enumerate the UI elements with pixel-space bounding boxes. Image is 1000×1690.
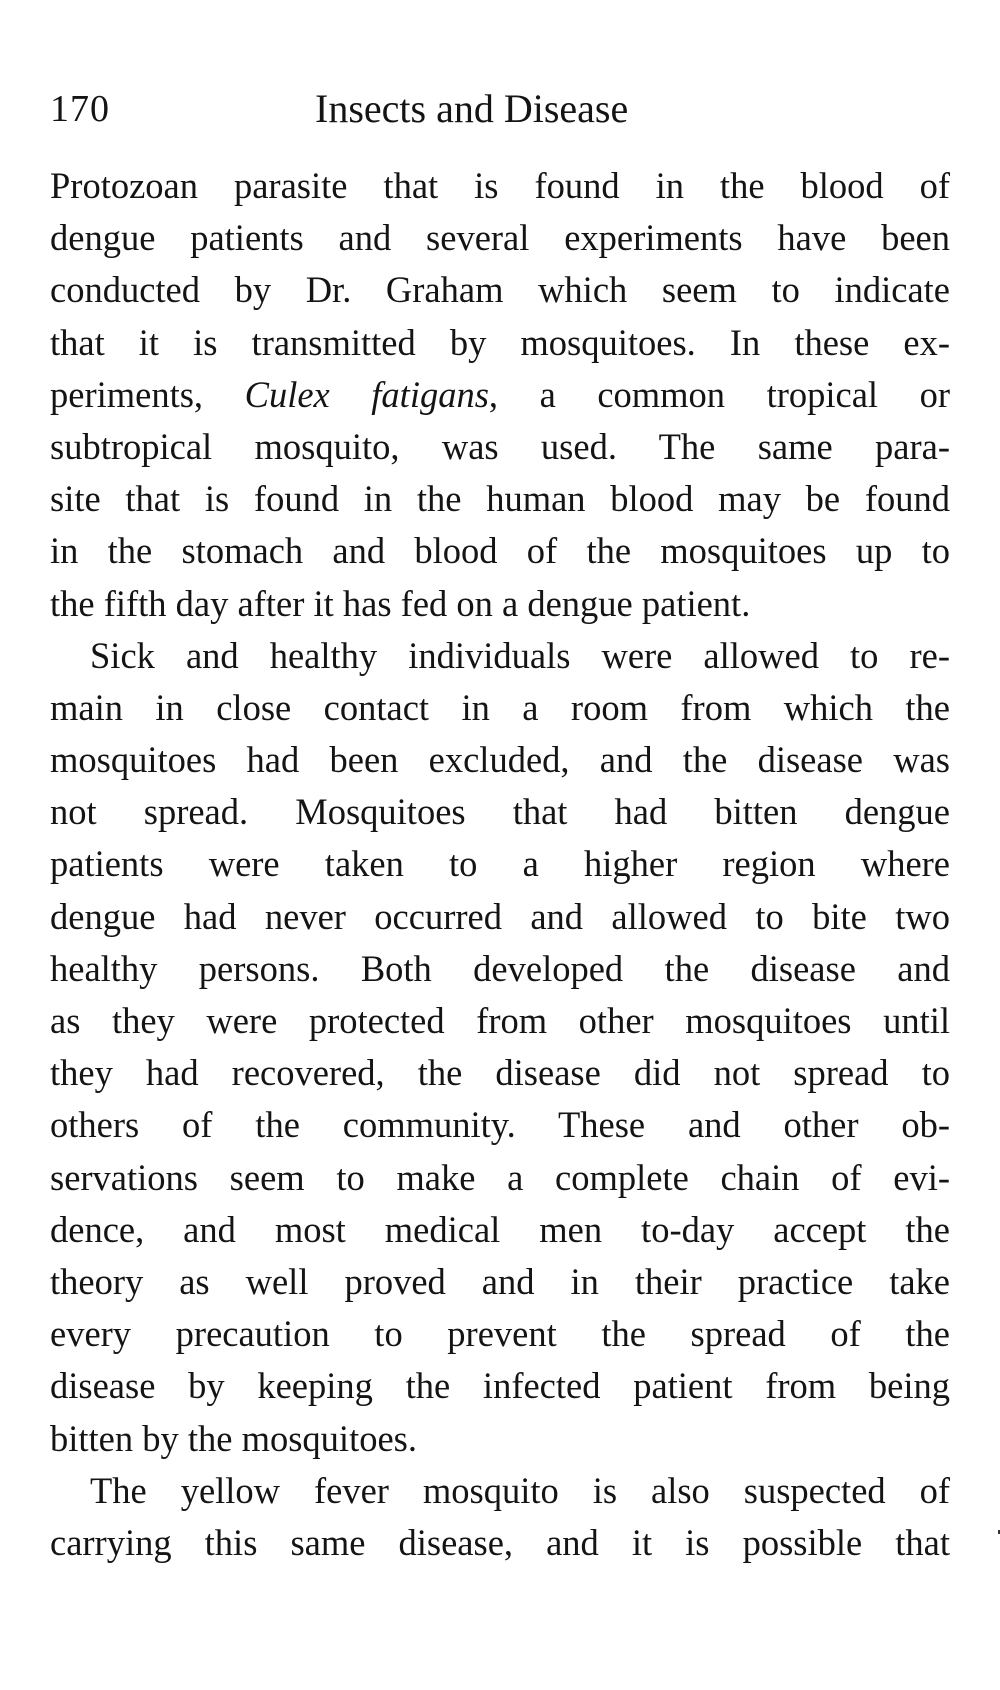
text-line: carrying this same disease, and it is possible that xyxy=(50,1521,950,1563)
species-name: Culex fatigans xyxy=(244,373,489,415)
text-line xyxy=(50,369,950,421)
text-line: in the stomach and blood of the mosquitoes up to xyxy=(50,530,950,572)
text-line: servations seem to make a complete chain of evi- xyxy=(50,1156,950,1198)
text-line: Protozoan parasite that is found in the blood of xyxy=(50,165,950,206)
text-line: mosquitoes had been excluded, and the disease was xyxy=(50,739,950,781)
text-line-start: periments, xyxy=(50,373,245,415)
text-line: dengue had never occurred and allowed to bite two xyxy=(50,895,950,937)
text-line: conducted by Dr. Graham which seem to indicate xyxy=(50,269,950,311)
text-line: dengue patients and several experiments have been xyxy=(50,217,950,259)
text-line: bitten by the mosquitoes. xyxy=(50,1417,417,1459)
text-line: subtropical mosquito, was used. The same para- xyxy=(50,425,950,467)
text-line: patients were taken to a higher region where xyxy=(50,843,950,885)
text-line: The yellow fever mosquito is also suspected of xyxy=(90,1469,950,1511)
text-line: site that is found in the human blood may be found xyxy=(50,478,950,520)
text-line: others of the community. These and other ob- xyxy=(50,1104,950,1146)
text-line: main in close contact in a room from which the xyxy=(50,686,950,728)
text-line-end: , a common tropical or xyxy=(488,373,951,415)
text-line: disease by keeping the infected patient from being xyxy=(50,1365,950,1407)
running-head xyxy=(50,84,950,134)
page-number: 170 xyxy=(50,88,110,130)
text-line: they had recovered, the disease did not spread to xyxy=(50,1052,950,1094)
running-title: Insects and Disease xyxy=(315,86,629,131)
text-line: dence, and most medical men to-day accept the xyxy=(50,1208,950,1250)
text-line: as they were protected from other mosquitoes until xyxy=(50,1000,950,1041)
text-line: every precaution to prevent the spread of the xyxy=(50,1313,950,1355)
text-line: Sick and healthy individuals were allowed to re- xyxy=(90,634,950,676)
text-line: not spread. Mosquitoes that had bitten dengue xyxy=(50,791,950,833)
text-line: healthy persons. Both developed the disease and xyxy=(50,947,950,989)
text-line: theory as well proved and in their practice take xyxy=(50,1260,950,1302)
text-line: the fifth day after it has fed on a dengue patient. xyxy=(50,582,751,624)
text-line: that it is transmitted by mosquitoes. In these ex- xyxy=(50,321,950,363)
body-text xyxy=(50,160,950,1569)
